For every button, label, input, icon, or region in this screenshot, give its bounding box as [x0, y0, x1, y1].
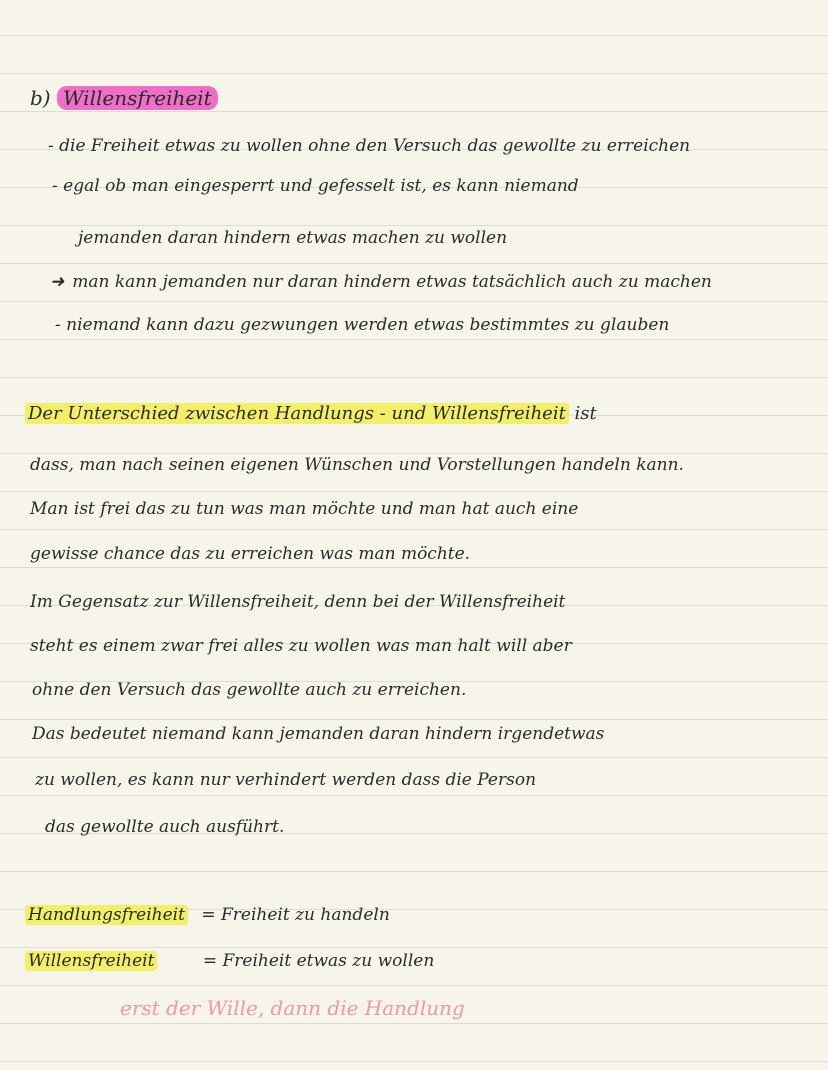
definition-text: = Freiheit zu handeln	[201, 905, 390, 925]
section-label: b)	[30, 86, 51, 110]
bullet-line-2-continued: jemanden daran hindern etwas machen zu wollen	[78, 228, 508, 248]
definition-row	[25, 903, 390, 927]
bullet-line-2: - egal ob man eingesperrt und gefesselt ist, es kann niemand	[52, 176, 579, 196]
paragraph-line: das gewollte auch ausführt.	[45, 817, 285, 837]
footnote: erst der Wille, dann die Handlung	[120, 996, 465, 1020]
bullet-line-3	[50, 270, 712, 294]
bullet-line-1: - die Freiheit etwas zu wollen ohne den Versuch das gewollte zu erreichen	[48, 136, 691, 156]
paragraph-line: zu wollen, es kann nur verhindert werden dass die Person	[35, 770, 537, 790]
paragraph-line: Man ist frei das zu tun was man möchte und man hat auch eine	[30, 499, 579, 519]
paragraph-line: gewisse chance das zu erreichen was man möchte.	[30, 544, 471, 564]
definition-term: Handlungsfreiheit	[25, 905, 188, 925]
section-heading	[30, 86, 218, 110]
paragraph-line: ohne den Versuch das gewollte auch zu erreichen.	[32, 680, 467, 700]
bullet-line-3-text: man kann jemanden nur daran hindern etwas tatsächlich auch zu machen	[72, 272, 712, 292]
paragraph-line: Das bedeutet niemand kann jemanden daran hindern irgendetwas	[32, 724, 605, 744]
definition-term: Willensfreiheit	[25, 951, 157, 971]
paragraph-highlight: Der Unterschied zwischen Handlungs - und Willensfreiheit	[25, 403, 569, 424]
paragraph-first-rest: ist	[574, 403, 597, 424]
paragraph-line: dass, man nach seinen eigenen Wünschen und Vorstellungen handeln kann.	[30, 455, 684, 475]
paragraph-line: steht es einem zwar frei alles zu wollen was man halt will aber	[30, 636, 572, 656]
arrow-icon: ➜	[50, 272, 65, 292]
bullet-line-4: - niemand kann dazu gezwungen werden etwas bestimmtes zu glauben	[55, 315, 670, 335]
definition-text: = Freiheit etwas zu wollen	[202, 951, 435, 971]
section-title: Willensfreiheit	[57, 86, 218, 110]
definition-row	[25, 949, 434, 973]
paragraph-line: Im Gegensatz zur Willensfreiheit, denn bei der Willensfreiheit	[30, 592, 566, 612]
paragraph-first-line	[25, 402, 597, 426]
